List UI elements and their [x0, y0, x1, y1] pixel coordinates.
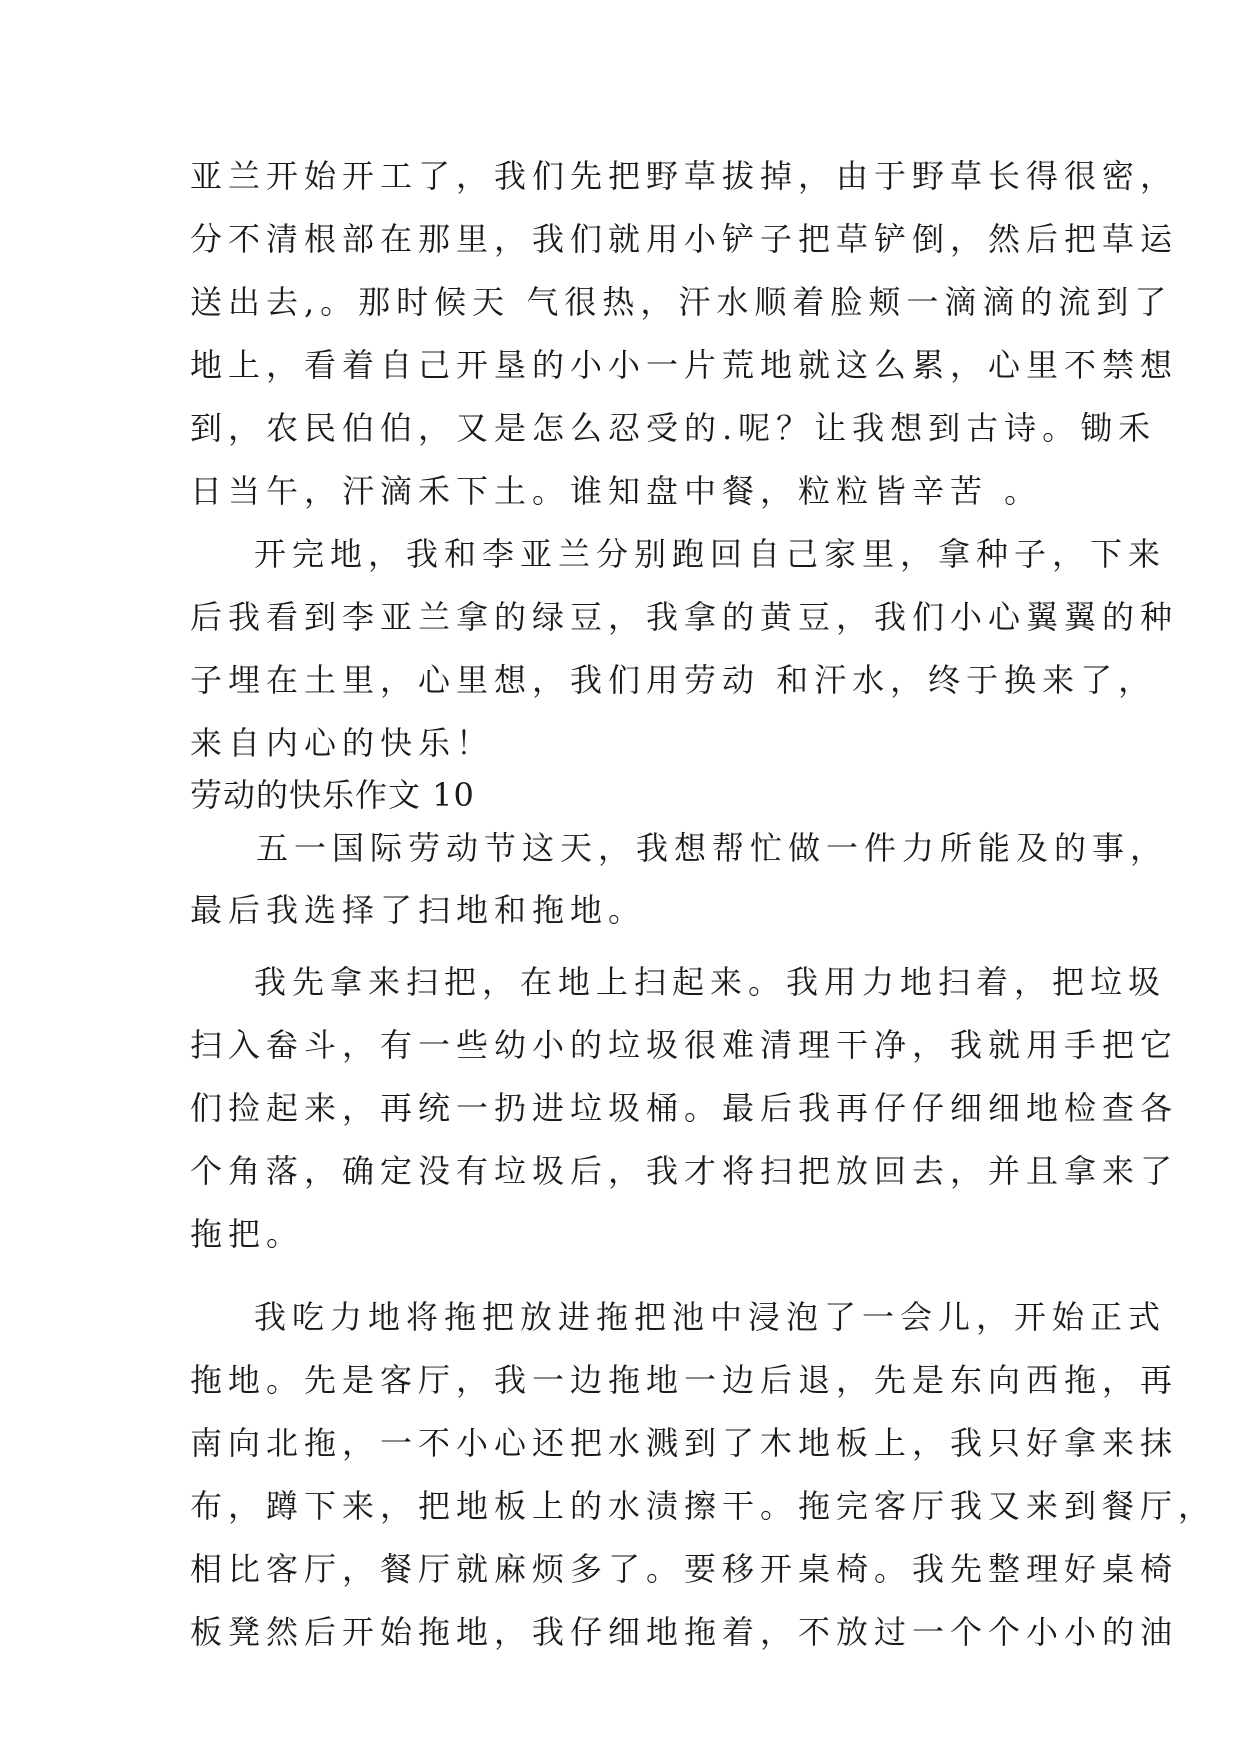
paragraph-line: 我先拿来扫把，在地上扫起来。我用力地扫着，把垃圾: [254, 963, 1167, 1001]
paragraph-line: 分不清根部在那里，我们就用小铲子把草铲倒，然后把草运: [190, 220, 1179, 258]
paragraph-line: 拖地。先是客厅，我一边拖地一边后退，先是东向西拖，再: [190, 1361, 1179, 1399]
paragraph-line: 布，蹲下来，把地板上的水渍擦干。拖完客厅我又来到餐厅，: [190, 1487, 1217, 1525]
paragraph-line: 板凳然后开始拖地，我仔细地拖着，不放过一个个小小的油: [190, 1613, 1179, 1651]
paragraph-line: 送出去,。那时候天 气很热，汗水顺着脸颊一滴滴的流到了: [190, 283, 1173, 321]
paragraph-line: 个角落，确定没有垃圾后，我才将扫把放回去，并且拿来了: [190, 1152, 1179, 1190]
paragraph-line: 们捡起来，再统一扔进垃圾桶。最后我再仔仔细细地检查各: [190, 1089, 1179, 1127]
paragraph-line: 相比客厅，餐厅就麻烦多了。要移开桌椅。我先整理好桌椅: [190, 1550, 1179, 1588]
paragraph-line: 五一国际劳动节这天，我想帮忙做一件力所能及的事，: [256, 829, 1169, 867]
paragraph-line: 最后我选择了扫地和拖地。: [190, 891, 647, 929]
paragraph-line: 开完地，我和李亚兰分别跑回自己家里，拿种子，下来: [254, 535, 1167, 573]
paragraph-line: 亚兰开始开工了，我们先把野草拔掉，由于野草长得很密，: [190, 157, 1179, 195]
paragraph-line: 到，农民伯伯，又是怎么忍受的.呢？让我想到古诗。锄禾: [190, 409, 1157, 447]
paragraph-line: 扫入畚斗，有一些幼小的垃圾很难清理干净，我就用手把它: [190, 1026, 1179, 1064]
paragraph-line: 日当午，汗滴禾下土。谁知盘中餐，粒粒皆辛苦 。: [190, 472, 1043, 510]
paragraph-line: 南向北拖，一不小心还把水溅到了木地板上，我只好拿来抹: [190, 1424, 1179, 1462]
paragraph-line: 我吃力地将拖把放进拖把池中浸泡了一会儿，开始正式: [254, 1298, 1167, 1336]
paragraph-line: 来自内心的快乐！: [190, 724, 495, 762]
paragraph-line: 子埋在土里，心里想，我们用劳动 和汗水，终于换来了，: [190, 661, 1157, 699]
paragraph-line: 拖把。: [190, 1215, 305, 1253]
paragraph-line: 地上，看着自己开垦的小小一片荒地就这么累，心里不禁想: [190, 346, 1179, 384]
paragraph-line: 后我看到李亚兰拿的绿豆，我拿的黄豆，我们小心翼翼的种: [190, 598, 1179, 636]
section-heading: 劳动的快乐作文 10: [190, 776, 475, 814]
